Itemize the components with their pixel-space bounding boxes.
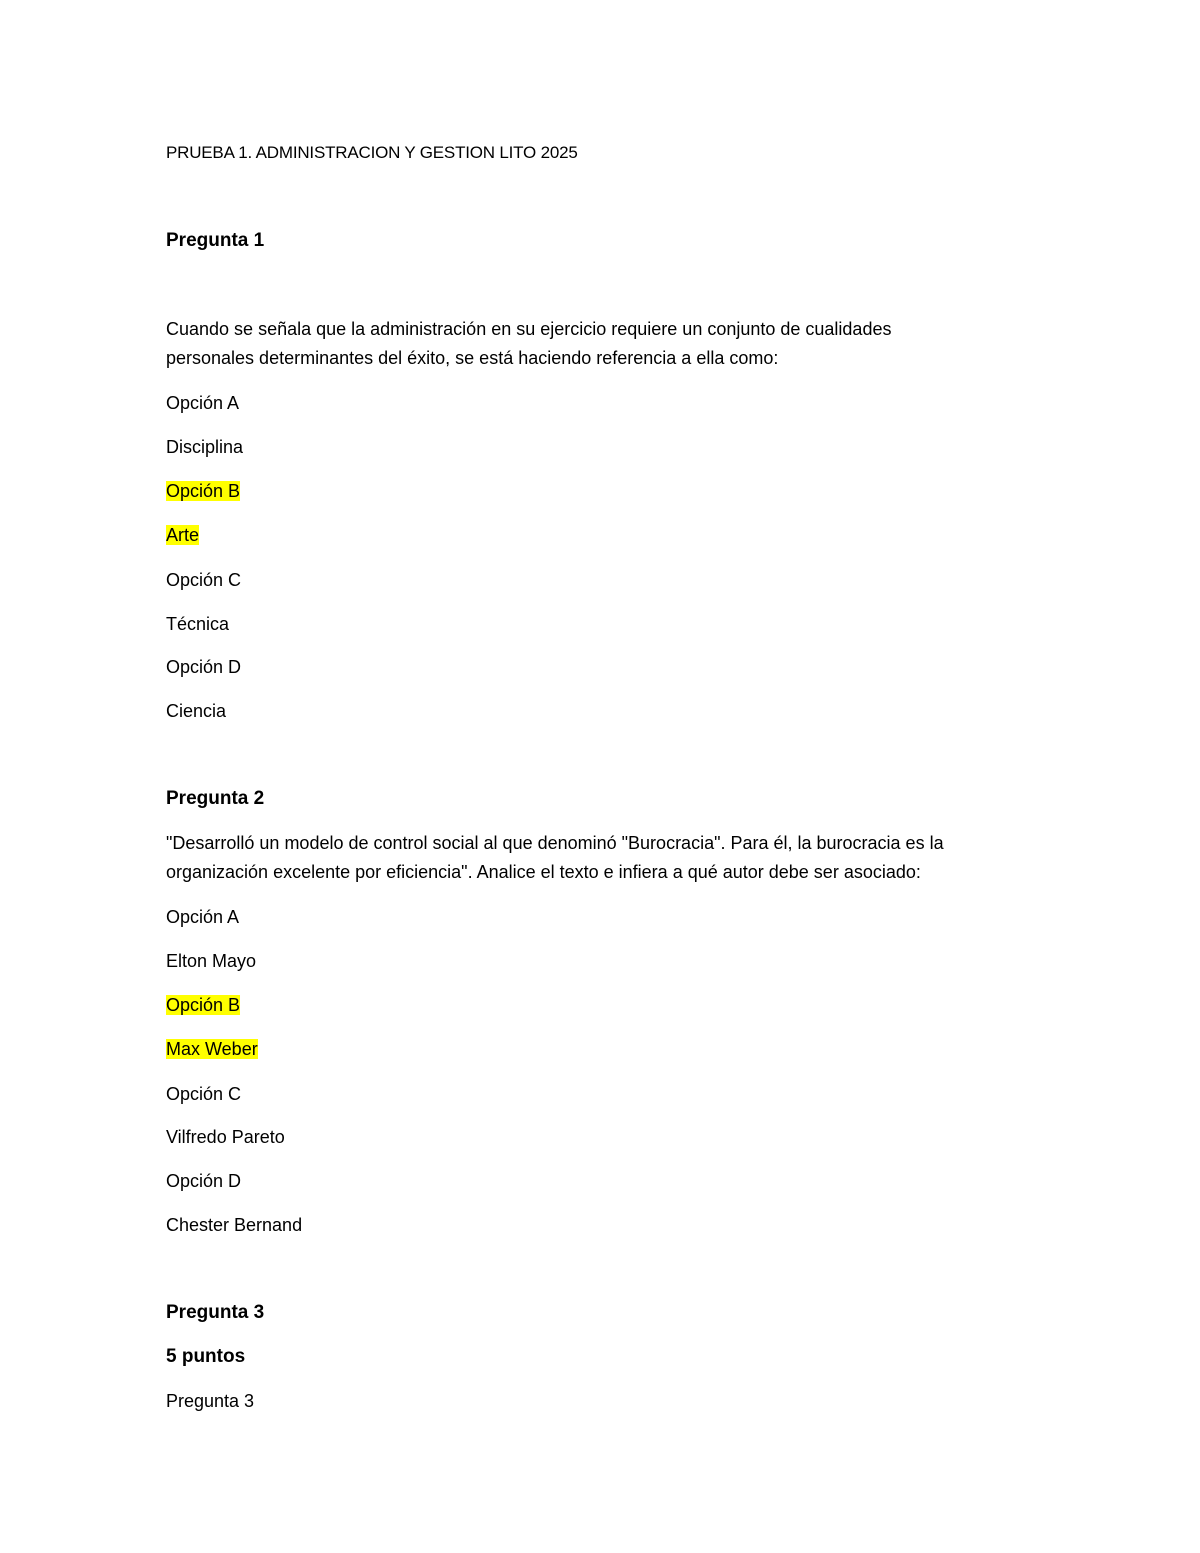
question-2-option-c-answer [166,1125,285,1149]
question-1-option-b-answer [166,523,199,547]
option-label: Opción D [166,657,242,677]
option-label-highlighted: Opción B [166,995,241,1015]
question-1-option-c-answer [166,612,229,636]
option-label: Opción D [166,1171,242,1191]
option-answer: Ciencia [166,701,227,721]
option-label-highlighted: Opción B [166,481,241,501]
question-1-option-d-answer [166,699,226,723]
question-3-points: 5 puntos [166,1346,246,1367]
question-2-option-a-label [166,905,239,929]
question-1-option-b-label [166,479,240,503]
option-label: Opción C [166,570,242,590]
question-1-option-a-label [166,391,239,415]
option-label: Opción A [166,393,240,413]
question-1-text [166,315,1046,373]
question-1-heading: Pregunta 1 [166,230,265,251]
option-answer: Disciplina [166,437,244,457]
question-2-option-b-label [166,993,240,1017]
option-label: Opción C [166,1084,242,1104]
question-1-option-d-label [166,655,241,679]
question-1-text-line-2: personales determinantes del éxito, se está haciendo referencia a ella como: [166,348,779,368]
question-3-subheading: Pregunta 3 [166,1391,255,1411]
question-2-option-d-label [166,1169,241,1193]
option-answer: Técnica [166,614,230,634]
option-answer: Vilfredo Pareto [166,1127,285,1147]
option-answer-highlighted: Max Weber [166,1039,258,1059]
question-2-option-b-answer [166,1037,258,1061]
question-2-text-line-1: "Desarrolló un modelo de control social al que denominó "Burocracia". Para él, la burocracia es la [166,833,944,853]
question-2-option-c-label [166,1082,241,1106]
question-2-option-d-answer [166,1213,302,1237]
question-1-text-line-1: Cuando se señala que la administración en su ejercicio requiere un conjunto de cualidades [166,319,892,339]
question-2-option-a-answer [166,949,256,973]
question-2-text-line-2: organización excelente por eficiencia". Analice el texto e infiera a qué autor debe ser asociado: [166,862,921,882]
question-1-option-a-answer [166,435,243,459]
question-2-heading: Pregunta 2 [166,788,265,809]
option-answer: Chester Bernand [166,1215,303,1235]
option-answer-highlighted: Arte [166,525,200,545]
option-label: Opción A [166,907,240,927]
option-answer: Elton Mayo [166,951,257,971]
document-title: PRUEBA 1. ADMINISTRACION Y GESTION LITO 2025 [166,143,578,162]
question-2-text [166,829,1046,887]
question-1-option-c-label [166,568,241,592]
question-3-heading: Pregunta 3 [166,1302,265,1323]
